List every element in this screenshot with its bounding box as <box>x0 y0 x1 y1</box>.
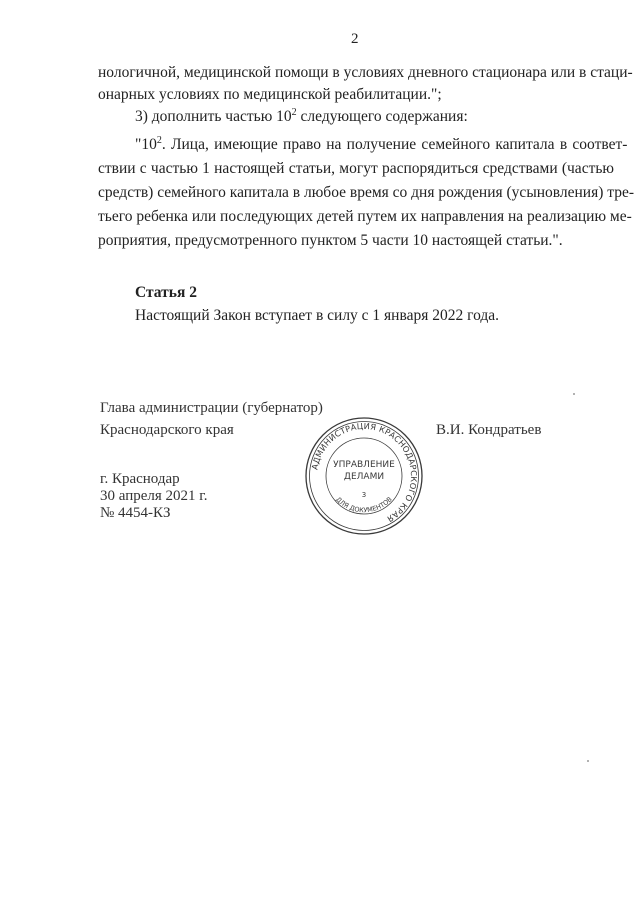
scan-speck <box>587 760 589 762</box>
quote-line-3: средств) семейного капитала в любое время со дня рождения (усыновления) тре- <box>98 184 635 201</box>
law-number: № 4454-КЗ <box>100 505 171 521</box>
official-seal-stamp <box>299 411 429 541</box>
signatory-title-line-2: Краснодарского края <box>100 422 234 438</box>
seal-ring-text-path: АДМИНИСТРАЦИЯ КРАСНОДАРСКОГО КРАЯ <box>309 420 420 525</box>
signatory-title-line-1: Глава администрации (губернатор) <box>100 400 323 416</box>
seal-center-line-2: ДЕЛАМИ <box>343 472 385 482</box>
scan-speck <box>573 393 575 395</box>
item-3-line <box>135 108 468 126</box>
page-number: 2 <box>351 31 359 47</box>
article-2-heading: Статья 2 <box>135 284 197 301</box>
quote-superscript: 2 <box>156 134 162 146</box>
quote-line-1-rest: . Лица, имеющие право на получение семейного капитала в соответ- <box>161 136 628 153</box>
quote-line-4: тьего ребенка или последующих детей путем их направления на реализацию ме- <box>98 208 632 225</box>
item-3-suffix: следующего содержания: <box>296 108 468 125</box>
body-line-2: онарных условиях по медицинской реабилитации."; <box>98 86 442 103</box>
quote-line-5: роприятия, предусмотренного пунктом 5 части 10 настоящей статьи.". <box>98 232 563 249</box>
seal-center-line-1: УПРАВЛЕНИЕ <box>333 460 395 470</box>
quote-line-2: ствии с частью 1 настоящей статьи, могут распорядиться средствами (частью <box>98 160 614 177</box>
issue-date: 30 апреля 2021 г. <box>100 488 208 504</box>
item-3-superscript: 2 <box>291 106 297 118</box>
seal-bottom-text-path: ДЛЯ ДОКУМЕНТОВ <box>334 495 394 515</box>
item-3-prefix: 3) дополнить частью 10 <box>135 108 292 125</box>
issue-city: г. Краснодар <box>100 471 180 487</box>
seal-center-number: 3 <box>361 491 367 499</box>
signatory-name: В.И. Кондратьев <box>436 422 542 438</box>
quote-line-1 <box>135 134 628 154</box>
article-2-text: Настоящий Закон вступает в силу с 1 января 2022 года. <box>135 307 500 324</box>
body-line-1: нологичной, медицинской помощи в условиях дневного стационара или в стаци- <box>98 64 633 81</box>
quote-prefix: "10 <box>135 136 157 153</box>
